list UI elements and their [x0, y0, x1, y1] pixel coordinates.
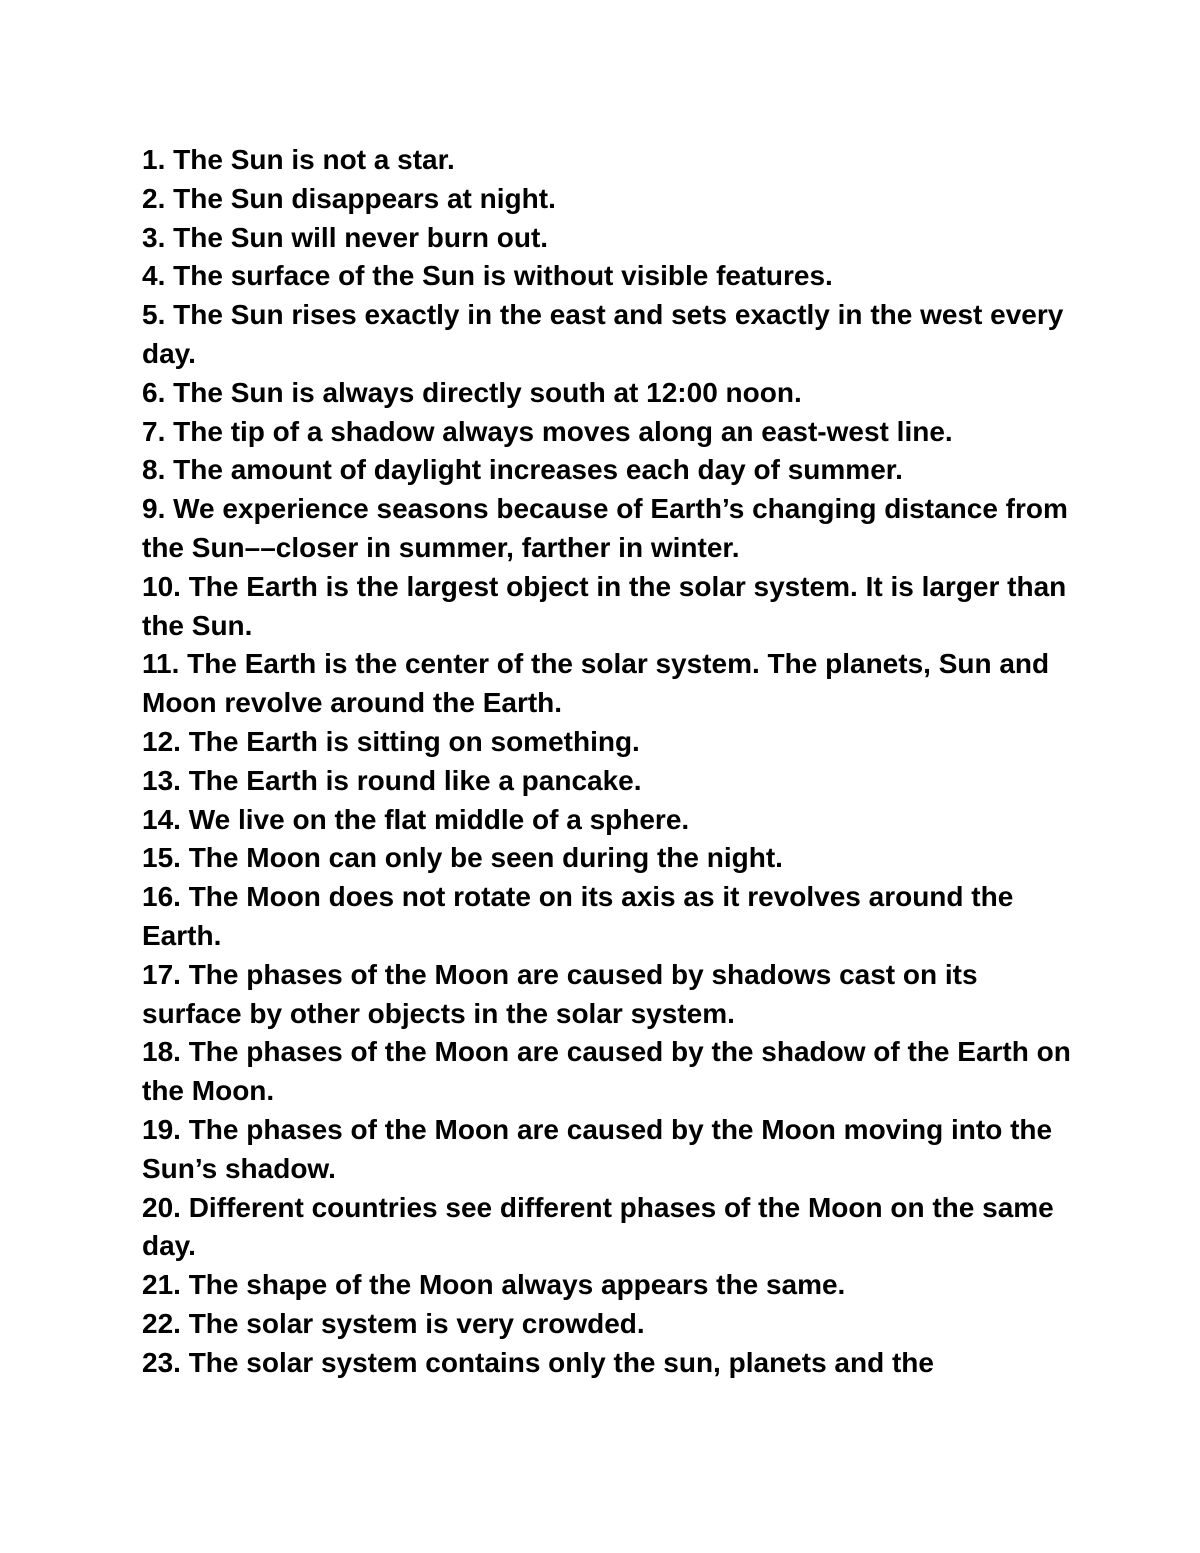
- list-item: 21. The shape of the Moon always appears the same.: [142, 1269, 846, 1301]
- list-item: 8. The amount of daylight increases each day of summer.: [142, 454, 903, 486]
- list-item: 1. The Sun is not a star.: [142, 144, 455, 175]
- list-item: 11. The Earth is the center of the solar system. The planets, Sun and Moon revolve around the Earth.: [142, 648, 1050, 719]
- list-item: 20. Different countries see different phases of the Moon on the same day.: [142, 1191, 1054, 1262]
- list-item: 7. The tip of a shadow always moves along an east-west line.: [142, 415, 953, 447]
- list-item: 3. The Sun will never burn out.: [142, 221, 549, 253]
- list-item: 23. The solar system contains only the sun, planets and the: [142, 1346, 934, 1378]
- list-item: 22. The solar system is very crowded.: [142, 1307, 645, 1339]
- list-item: 13. The Earth is round like a pancake.: [142, 764, 642, 796]
- list-item: 5. The Sun rises exactly in the east and sets exactly in the west every day.: [142, 299, 1064, 369]
- list-item: 14. We live on the flat middle of a sphere.: [142, 803, 690, 835]
- list-item: 9. We experience seasons because of Earth’s changing distance from the Sun––closer in summer, farther in winter.: [142, 493, 1068, 563]
- list-item: 17. The phases of the Moon are caused by shadows cast on its surface by other objects in the solar system.: [142, 958, 978, 1029]
- list-item: 2. The Sun disappears at night.: [142, 182, 556, 214]
- list-item: 19. The phases of the Moon are caused by the Moon moving into the Sun’s shadow.: [142, 1113, 1053, 1184]
- list-item: 6. The Sun is always directly south at 12:00 noon.: [142, 376, 802, 408]
- list-item: 18. The phases of the Moon are caused by the shadow of the Earth on the Moon.: [142, 1036, 1071, 1107]
- document-page: [142, 141, 1072, 1383]
- list-item: 10. The Earth is the largest object in the solar system. It is larger than the Sun.: [142, 570, 1067, 641]
- list-item: 16. The Moon does not rotate on its axis as it revolves around the Earth.: [142, 881, 1014, 951]
- list-item: 12. The Earth is sitting on something.: [142, 725, 640, 757]
- list-item: 4. The surface of the Sun is without visible features.: [142, 260, 833, 292]
- list-item: 15. The Moon can only be seen during the night.: [142, 842, 783, 874]
